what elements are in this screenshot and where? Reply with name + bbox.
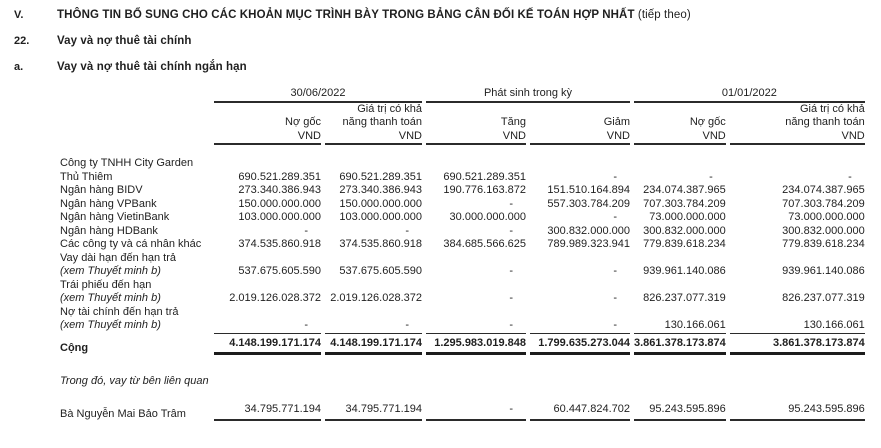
short-term-loans-table bbox=[56, 87, 869, 421]
subnote-title: Vay và nợ thuê tài chính ngắn hạn bbox=[57, 61, 247, 73]
cell-value: 151.510.164.894 bbox=[547, 184, 630, 196]
cell-value: 190.776.163.872 bbox=[443, 184, 526, 196]
cell-value: - bbox=[509, 319, 513, 331]
cell-value: 300.832.000.000 bbox=[782, 224, 865, 237]
cell-value: - bbox=[509, 265, 513, 277]
cell-value: - bbox=[509, 224, 513, 237]
cell-value: 2.019.126.028.372 bbox=[229, 292, 321, 304]
row-note: (xem Thuyết minh b) bbox=[60, 319, 161, 331]
row-label: Vay dài hạn đến hạn trả (xem Thuyết minh b) bbox=[60, 251, 176, 277]
cell-value: - bbox=[304, 224, 308, 237]
cell-value: 150.000.000.000 bbox=[339, 197, 422, 210]
cell-value: 273.340.386.943 bbox=[339, 184, 422, 196]
cell-value: 95.243.595.896 bbox=[634, 403, 726, 422]
cell-value: - bbox=[613, 292, 617, 304]
note-title: Vay và nợ thuê tài chính bbox=[57, 35, 192, 47]
cell-value: 95.243.595.896 bbox=[730, 403, 865, 422]
subnote-heading bbox=[14, 61, 881, 73]
table-row bbox=[60, 306, 865, 333]
corner-cell bbox=[60, 87, 210, 103]
cell-value: 4.148.199.171.174 bbox=[325, 333, 422, 356]
cell-value: - bbox=[613, 170, 617, 183]
table-row bbox=[60, 252, 865, 279]
cell-value: - bbox=[426, 403, 526, 422]
column-group-01-01-2022: 01/01/2022 bbox=[634, 87, 865, 103]
row-label: Trái phiếu đến hạn (xem Thuyết minh b) bbox=[60, 278, 161, 304]
cell-value: 34.795.771.194 bbox=[325, 403, 422, 422]
cell-value: 374.535.860.918 bbox=[238, 238, 321, 250]
cell-value: 2.019.126.028.372 bbox=[330, 292, 422, 304]
column-group-30-06-2022: 30/06/2022 bbox=[214, 87, 422, 103]
cell-value: 537.675.605.590 bbox=[339, 265, 422, 277]
cell-value: 130.166.061 bbox=[803, 319, 865, 331]
cell-value: 939.961.140.086 bbox=[782, 265, 865, 277]
cell-value: 3.861.378.173.874 bbox=[634, 333, 726, 356]
column-header-5: Giá trị có khả năng thanh toán VND bbox=[730, 103, 865, 146]
cell-value: 234.074.387.965 bbox=[643, 184, 726, 196]
subnote-letter: a. bbox=[14, 61, 24, 73]
table-row bbox=[60, 279, 865, 306]
cell-value: 374.535.860.918 bbox=[339, 238, 422, 250]
cell-value: 707.303.784.209 bbox=[643, 197, 726, 210]
table-row bbox=[60, 198, 865, 212]
section-title-suffix: (tiếp theo) bbox=[637, 9, 691, 21]
column-header-0: Nợ gốc VND bbox=[214, 103, 321, 146]
cell-value: 34.795.771.194 bbox=[214, 403, 321, 422]
cell-value: - bbox=[509, 197, 513, 210]
related-section-heading: Trong đó, vay từ bên liên quan bbox=[60, 375, 209, 387]
cell-value: 4.148.199.171.174 bbox=[214, 333, 321, 356]
spacer-cell bbox=[60, 355, 865, 375]
cell-value: 826.237.077.319 bbox=[643, 292, 726, 304]
row-note: (xem Thuyết minh b) bbox=[60, 292, 161, 304]
note-number: 22. bbox=[14, 35, 30, 47]
total-row-label: Cộng bbox=[60, 341, 89, 354]
column-group-phat-sinh-trong-ky: Phát sinh trong kỳ bbox=[426, 87, 630, 103]
cell-value: 60.447.824.702 bbox=[530, 403, 630, 422]
cell-value: 300.832.000.000 bbox=[547, 224, 630, 237]
cell-value: 690.521.289.351 bbox=[238, 170, 321, 183]
row-label: Nợ tài chính đến hạn trả (xem Thuyết minh b) bbox=[60, 305, 179, 331]
cell-value: - bbox=[613, 265, 617, 277]
cell-value: 300.832.000.000 bbox=[643, 224, 726, 237]
table-row bbox=[60, 145, 865, 184]
cell-value: 1.799.635.273.044 bbox=[530, 333, 630, 356]
cell-value: 826.237.077.319 bbox=[782, 292, 865, 304]
cell-value: 73.000.000.000 bbox=[649, 211, 726, 223]
cell-value: - bbox=[304, 319, 308, 331]
column-header-1: Giá trị có khả năng thanh toán VND bbox=[325, 103, 422, 146]
section-number: V. bbox=[14, 9, 24, 21]
spacer-cell bbox=[60, 389, 865, 403]
row-label: Ngân hàng BIDV bbox=[60, 184, 143, 196]
spacer-row bbox=[60, 389, 865, 403]
cell-value: - bbox=[613, 319, 617, 331]
cell-value: - bbox=[848, 170, 852, 183]
cell-value: 3.861.378.173.874 bbox=[730, 333, 865, 356]
table-row bbox=[60, 184, 865, 198]
cell-value: 150.000.000.000 bbox=[238, 197, 321, 210]
row-label: Các công ty và cá nhân khác bbox=[60, 238, 202, 250]
cell-value: 103.000.000.000 bbox=[238, 211, 321, 223]
row-label-header-cell bbox=[60, 103, 210, 146]
column-group-row bbox=[60, 87, 865, 103]
cell-value: 103.000.000.000 bbox=[339, 211, 422, 223]
table-row bbox=[60, 211, 865, 225]
cell-value: - bbox=[709, 170, 713, 183]
cell-value: 1.295.983.019.848 bbox=[426, 333, 526, 356]
note-heading bbox=[14, 35, 881, 47]
table-row bbox=[60, 225, 865, 239]
section-title bbox=[57, 9, 691, 21]
row-label: Ngân hàng VPBank bbox=[60, 197, 157, 210]
row-label: Ngân hàng HDBank bbox=[60, 224, 158, 237]
cell-value: 707.303.784.209 bbox=[782, 197, 865, 210]
column-header-2: Tăng VND bbox=[426, 103, 526, 146]
cell-value: 130.166.061 bbox=[664, 319, 726, 331]
cell-value: - bbox=[405, 224, 409, 237]
related-party-row bbox=[60, 403, 865, 422]
total-row bbox=[60, 333, 865, 356]
row-label: Công ty TNHH City Garden Thủ Thiêm bbox=[60, 157, 194, 183]
row-label: Bà Nguyễn Mai Bảo Trâm bbox=[60, 407, 186, 420]
section-title-text: THÔNG TIN BỔ SUNG CHO CÁC KHOẢN MỤC TRÌNH BÀY TRONG BẢNG CÂN ĐỐI KẾ TOÁN HỢP NHẤT bbox=[57, 9, 635, 21]
cell-value: 779.839.618.234 bbox=[643, 238, 726, 250]
cell-value: 557.303.784.209 bbox=[547, 197, 630, 210]
column-header-3: Giảm VND bbox=[530, 103, 630, 146]
cell-value: 537.675.605.590 bbox=[238, 265, 321, 277]
cell-value: 384.685.566.625 bbox=[443, 238, 526, 250]
row-note: (xem Thuyết minh b) bbox=[60, 265, 161, 277]
cell-value: 779.839.618.234 bbox=[782, 238, 865, 250]
cell-value: 939.961.140.086 bbox=[643, 265, 726, 277]
cell-value: 690.521.289.351 bbox=[443, 170, 526, 183]
row-label: Ngân hàng VietinBank bbox=[60, 211, 170, 223]
cell-value: 30.000.000.000 bbox=[449, 211, 526, 223]
cell-value: 789.989.323.941 bbox=[547, 238, 630, 250]
table-row bbox=[60, 238, 865, 252]
table-body bbox=[60, 145, 865, 421]
cell-value: 690.521.289.351 bbox=[339, 170, 422, 183]
section-heading-main bbox=[14, 9, 881, 21]
related-heading-row bbox=[60, 375, 865, 389]
cell-value: - bbox=[405, 319, 409, 331]
cell-value: - bbox=[509, 292, 513, 304]
cell-value: 73.000.000.000 bbox=[788, 211, 865, 223]
spacer-row bbox=[60, 355, 865, 375]
cell-value: 273.340.386.943 bbox=[238, 184, 321, 196]
column-header-4: Nợ gốc VND bbox=[634, 103, 726, 146]
cell-value: - bbox=[613, 211, 617, 223]
column-header-row bbox=[60, 103, 865, 146]
cell-value: 234.074.387.965 bbox=[782, 184, 865, 196]
